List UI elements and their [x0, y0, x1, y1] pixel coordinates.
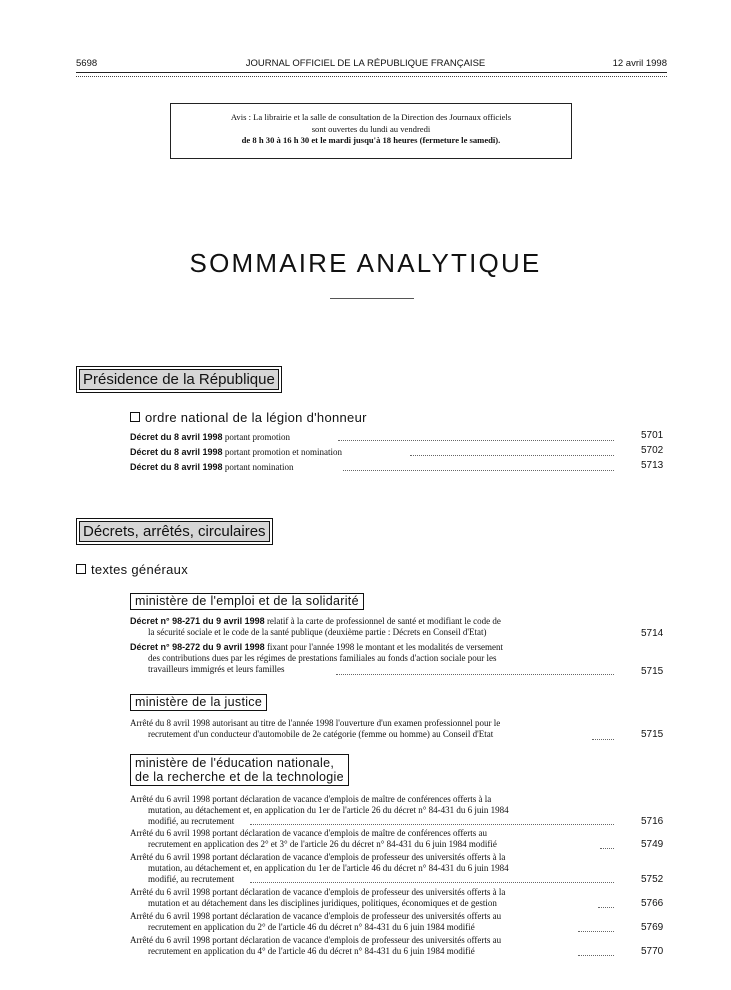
page-ref: 5749 — [641, 839, 664, 850]
ministry-heading-emploi: ministère de l'emploi et de la solidarité — [130, 593, 364, 610]
page-ref: 5715 — [641, 666, 664, 677]
title-rule — [330, 298, 414, 299]
checkbox-symbol-icon — [76, 564, 86, 574]
page-ref: 5766 — [641, 898, 664, 909]
header-rule-dotted — [76, 76, 667, 77]
section-heading-presidence: Présidence de la République — [76, 366, 282, 393]
section-heading-decrets: Décrets, arrêtés, circulaires — [76, 518, 273, 545]
list-item: Décret du 8 avril 1998 portant nomination — [130, 462, 294, 472]
header-rule — [76, 72, 667, 73]
page-ref: 5716 — [641, 816, 664, 827]
notice-line-3: de 8 h 30 à 16 h 30 et le mardi jusqu'à 18 heures (fermeture le samedi). — [241, 135, 501, 145]
list-item: Arrêté du 6 avril 1998 portant déclaration de vacance d'emplois de maître de conférences offerts au recrutement en application des 2° et 3° de l'article 26 du décret n° 84-431 du 6 juin 1984 modifié — [130, 828, 497, 849]
page-ref: 5752 — [641, 874, 664, 885]
checkbox-symbol-icon — [130, 412, 140, 422]
list-item: Arrêté du 8 avril 1998 autorisant au titre de l'année 1998 l'ouverture d'un examen professionnel pour le recrutement d'un conducteur d'automobile de 2e catégorie (femme ou homme) au Conseil d'Etat — [130, 718, 501, 739]
page-ref: 5715 — [641, 729, 664, 740]
list-item: Décret n° 98-272 du 9 avril 1998 fixant pour l'année 1998 le montant et les modalités de versement des contributions dues par les régimes de prestations familiales au fonds d'action sociale pour les travailleurs immigrés et leurs familles — [130, 642, 503, 674]
notice-line-2: sont ouvertes du lundi au vendredi — [311, 123, 431, 134]
opening-hours-notice — [170, 103, 572, 159]
ministry-heading-justice: ministère de la justice — [130, 694, 267, 711]
issue-date: 12 avril 1998 — [612, 58, 667, 69]
list-item: Arrêté du 6 avril 1998 portant déclaration de vacance d'emplois de professeur des universités offerts à la mutation, au détachement et, en application du 1er de l'article 46 du décret n° 84-431 du 6 juin 1984 modifié, au recrutement — [130, 852, 509, 884]
page-ref: 5713 — [641, 460, 664, 471]
list-item: Arrêté du 6 avril 1998 portant déclaration de vacance d'emplois de maître de conférences offerts à la mutation, au détachement et, en application du 1er de l'article 26 du décret n° 84-431 du 6 juin 1984 modifié, au recrutement — [130, 794, 509, 826]
page-ref: 5769 — [641, 922, 664, 933]
page-ref: 5770 — [641, 946, 664, 957]
page-ref: 5714 — [641, 628, 664, 639]
page-number: 5698 — [76, 58, 98, 69]
page-ref: 5701 — [641, 430, 664, 441]
subheading-legion-honneur: ordre national de la légion d'honneur — [130, 410, 367, 425]
list-item: Arrêté du 6 avril 1998 portant déclaration de vacance d'emplois de professeur des universités offerts à la mutation et au détachement dans les disciplines juridiques, politiques, économiques et de gestion — [130, 887, 506, 908]
list-item: Décret du 8 avril 1998 portant promotion — [130, 432, 291, 442]
ministry-heading-education: ministère de l'éducation nationale, de la recherche et de la technologie — [130, 754, 349, 786]
journal-title: JOURNAL OFFICIEL DE LA RÉPUBLIQUE FRANÇAISE — [245, 58, 486, 69]
list-item: Arrêté du 6 avril 1998 portant déclaration de vacance d'emplois de professeur des universités offerts au recrutement en application du 4° de l'article 46 du décret n° 84-431 du 6 juin 1984 modifié — [130, 935, 502, 956]
subheading-textes-generaux: textes généraux — [76, 562, 188, 577]
page-title: SOMMAIRE ANALYTIQUE — [189, 248, 542, 278]
list-item: Décret du 8 avril 1998 portant promotion et nomination — [130, 447, 343, 457]
list-item: Arrêté du 6 avril 1998 portant déclaration de vacance d'emplois de professeur des universités offerts au recrutement en application du 2° de l'article 46 du décret n° 84-431 du 6 juin 1984 modifié — [130, 911, 502, 932]
list-item: Décret n° 98-271 du 9 avril 1998 relatif à la carte de professionnel de santé et modifiant le code de la sécurité sociale et le code de la santé publique (deuxième partie : Décrets en Conseil d'Etat) — [130, 616, 501, 637]
page-ref: 5702 — [641, 445, 664, 456]
notice-line-1: Avis : La librairie et la salle de consultation de la Direction des Journaux officiels — [230, 112, 512, 122]
